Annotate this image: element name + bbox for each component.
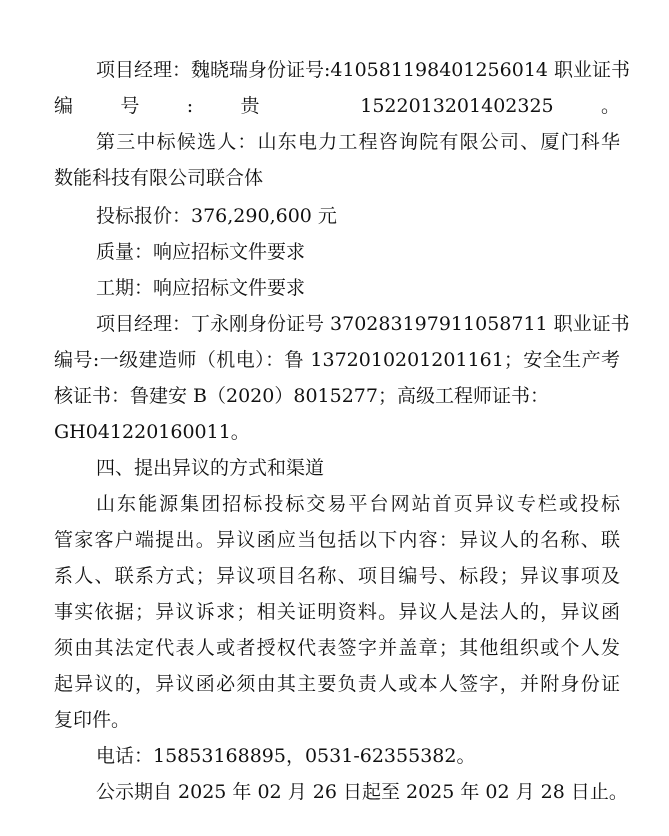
- section-heading: 四、提出异议的方式和渠道: [96, 457, 325, 479]
- contact-phone: 电话：15853168895，0531-62355382。: [96, 745, 476, 767]
- paragraph-line: 编号:贵 1522013201402325。: [54, 95, 620, 117]
- paragraph-line: 事实依据；异议诉求；相关证明资料。异议人是法人的，异议函: [54, 601, 620, 623]
- notice-period: 公示期自 2025 年 02 月 26 日起至 2025 年 02 月 28 日止。: [96, 781, 628, 803]
- paragraph-line: 工期：响应招标文件要求: [96, 277, 306, 299]
- paragraph-line: 质量：响应招标文件要求: [96, 241, 306, 263]
- paragraph-line: 项目经理：魏晓瑞身份证号:410581198401256014 职业证书: [96, 59, 631, 81]
- paragraph-line: 第三中标候选人：山东电力工程咨询院有限公司、厦门科华: [96, 131, 620, 153]
- paragraph-line: GH041220160011。: [54, 421, 250, 443]
- paragraph-line: 系人、联系方式；异议项目名称、项目编号、标段；异议事项及: [54, 565, 620, 587]
- paragraph-line: 核证书：鲁建安 B（2020）8015277；高级工程师证书：: [54, 385, 549, 407]
- paragraph-line: 管家客户端提出。异议函应当包括以下内容：异议人的名称、联: [54, 529, 620, 551]
- paragraph-line: 山东能源集团招标投标交易平台网站首页异议专栏或投标: [96, 493, 620, 515]
- paragraph-line: 编号:一级建造师（机电）：鲁 1372010201201161；安全生产考: [54, 349, 620, 371]
- paragraph-line: 投标报价：376,290,600 元: [96, 205, 337, 227]
- paragraph-line: 项目经理：丁永刚身份证号 370283197911058711 职业证书: [96, 313, 630, 335]
- paragraph-line: 数能科技有限公司联合体: [54, 167, 264, 189]
- paragraph-line: 起异议的，异议函必须由其主要负责人或本人签字，并附身份证: [54, 673, 620, 695]
- paragraph-line: 复印件。: [54, 709, 131, 731]
- paragraph-line: 须由其法定代表人或者授权代表签字并盖章；其他组织或个人发: [54, 637, 620, 659]
